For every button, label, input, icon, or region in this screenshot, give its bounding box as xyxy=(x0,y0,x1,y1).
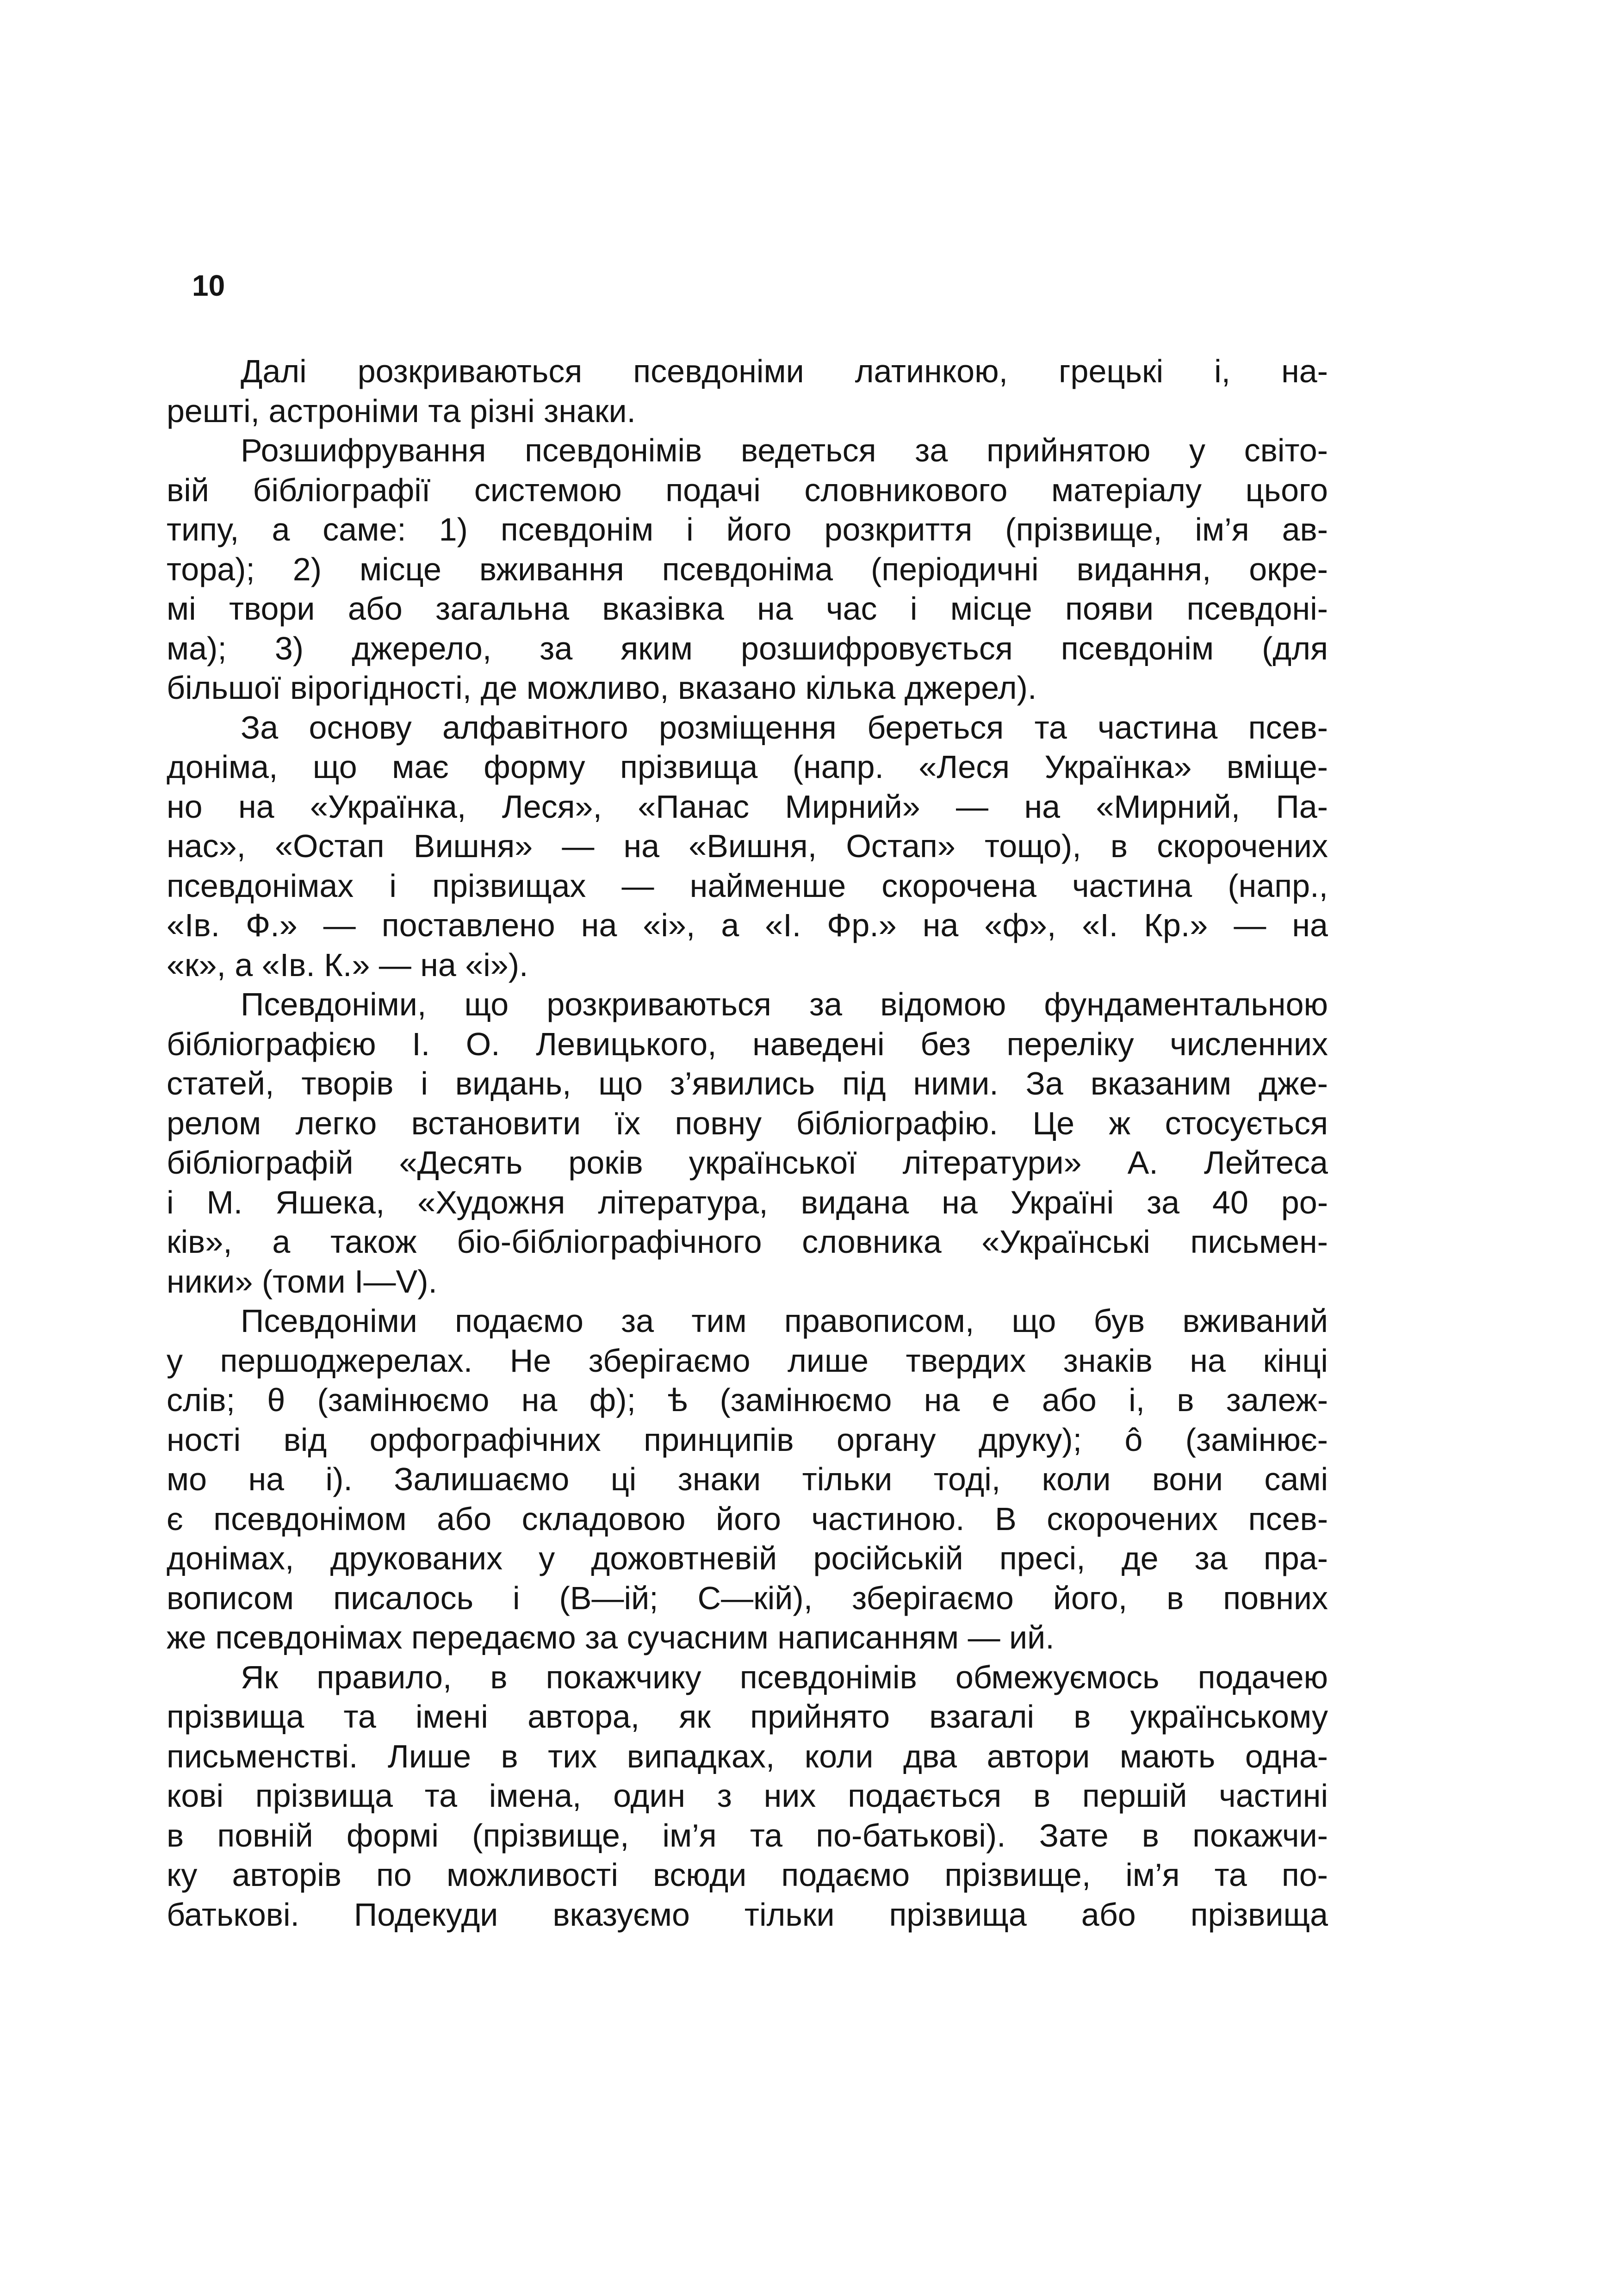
text-line: мі твори або загальна вказівка на час і місце появи псевдоні- xyxy=(167,591,1328,627)
text-line: прізвища та імені автора, як прийнято взагалі в українському xyxy=(167,1699,1328,1735)
text-line: «к», а «Ів. К.» — на «і»). xyxy=(167,946,528,983)
text-line: письменстві. Лише в тих випадках, коли два автори мають одна- xyxy=(167,1738,1328,1774)
page-body-text xyxy=(167,352,1328,1935)
text-line: релом легко встановити їх повну бібліографію. Це ж стосується xyxy=(167,1105,1328,1141)
paragraph xyxy=(167,431,1328,708)
text-line: решті, астроніми та різні знаки. xyxy=(167,392,636,429)
text-line: вописом писалось і (В—ій; С—кій), зберігаємо його, в повних xyxy=(167,1580,1328,1616)
text-line: є псевдонімом або складовою його частиною. В скорочених псев- xyxy=(167,1500,1328,1537)
text-line: у першоджерелах. Не зберігаємо лише твердих знаків на кінці xyxy=(167,1342,1328,1379)
text-line: нас», «Остап Вишня» — на «Вишня, Остап» тощо), в скорочених xyxy=(167,828,1328,864)
text-line: мо на і). Залишаємо ці знаки тільки тоді, коли вони самі xyxy=(167,1461,1328,1497)
paragraph xyxy=(167,985,1328,1301)
text-line: же псевдонімах передаємо за сучасним написанням — ий. xyxy=(167,1619,1055,1655)
text-line: Псевдоніми подаємо за тим правописом, що був вживаний xyxy=(241,1303,1328,1339)
text-line: бібліографій «Десять років української літератури» А. Лейтеса xyxy=(167,1145,1328,1181)
text-line: ники» (томи І—V). xyxy=(167,1263,437,1300)
paragraph xyxy=(167,1301,1328,1658)
text-line: кові прізвища та імена, один з них подається в першій частині xyxy=(167,1778,1328,1814)
text-line: бібліографією І. О. Левицького, наведені без переліку численних xyxy=(167,1026,1328,1062)
text-line: ма); 3) джерело, за яким розшифровується псевдонім (для xyxy=(167,630,1328,666)
text-line: в повній формі (прізвище, ім’я та по-батькові). Зате в покажчи- xyxy=(167,1817,1328,1854)
paragraph xyxy=(167,352,1328,431)
text-line: більшої вірогідності, де можливо, вказано кілька джерел). xyxy=(167,670,1037,706)
text-line: і М. Яшека, «Художня література, видана на Україні за 40 ро- xyxy=(167,1184,1328,1220)
text-line: статей, творів і видань, що з’явились під ними. За вказаним дже- xyxy=(167,1065,1328,1101)
paragraph xyxy=(167,1658,1328,1935)
text-line: За основу алфавітного розміщення береться та частина псев- xyxy=(241,709,1328,746)
text-line: ності від орфографічних принципів органу друку); ô (замінює- xyxy=(167,1421,1328,1458)
text-line: слів; θ (замінюємо на ф); ѣ (замінюємо на е або і, в залеж- xyxy=(167,1382,1328,1418)
text-line: но на «Українка, Леся», «Панас Мирний» — на «Мирний, Па- xyxy=(167,788,1328,825)
text-line: «Ів. Ф.» — поставлено на «і», а «І. Фр.» на «ф», «І. Кр.» — на xyxy=(167,907,1328,943)
text-line: батькові. Подекуди вказуємо тільки прізвища або прізвища xyxy=(167,1896,1328,1933)
text-line: вій бібліографії системою подачі словникового матеріалу цього xyxy=(167,472,1328,508)
page-number: 10 xyxy=(192,269,225,302)
text-line: ку авторів по можливості всюди подаємо прізвище, ім’я та по- xyxy=(167,1857,1328,1893)
text-line: доніма, що має форму прізвища (напр. «Леся Українка» вміще- xyxy=(167,749,1328,785)
paragraph xyxy=(167,708,1328,985)
text-line: Псевдоніми, що розкриваються за відомою фундаментальною xyxy=(241,986,1328,1022)
text-line: Розшифрування псевдонімів ведеться за прийнятою у світо- xyxy=(241,432,1328,468)
text-line: ків», а також біо-бібліографічного словника «Українські письмен- xyxy=(167,1224,1328,1260)
text-line: типу, а саме: 1) псевдонім і його розкриття (прізвище, ім’я ав- xyxy=(167,511,1328,548)
text-line: псевдонімах і прізвищах — найменше скорочена частина (напр., xyxy=(167,867,1328,904)
text-line: Далі розкриваються псевдоніми латинкою, грецькі і, на- xyxy=(241,353,1328,389)
text-line: Як правило, в покажчику псевдонімів обмежуємось подачею xyxy=(241,1659,1328,1695)
text-line: тора); 2) місце вживання псевдоніма (періодичні видання, окре- xyxy=(167,551,1328,587)
text-line: донімах, друкованих у дожовтневій російській пресі, де за пра- xyxy=(167,1540,1328,1576)
